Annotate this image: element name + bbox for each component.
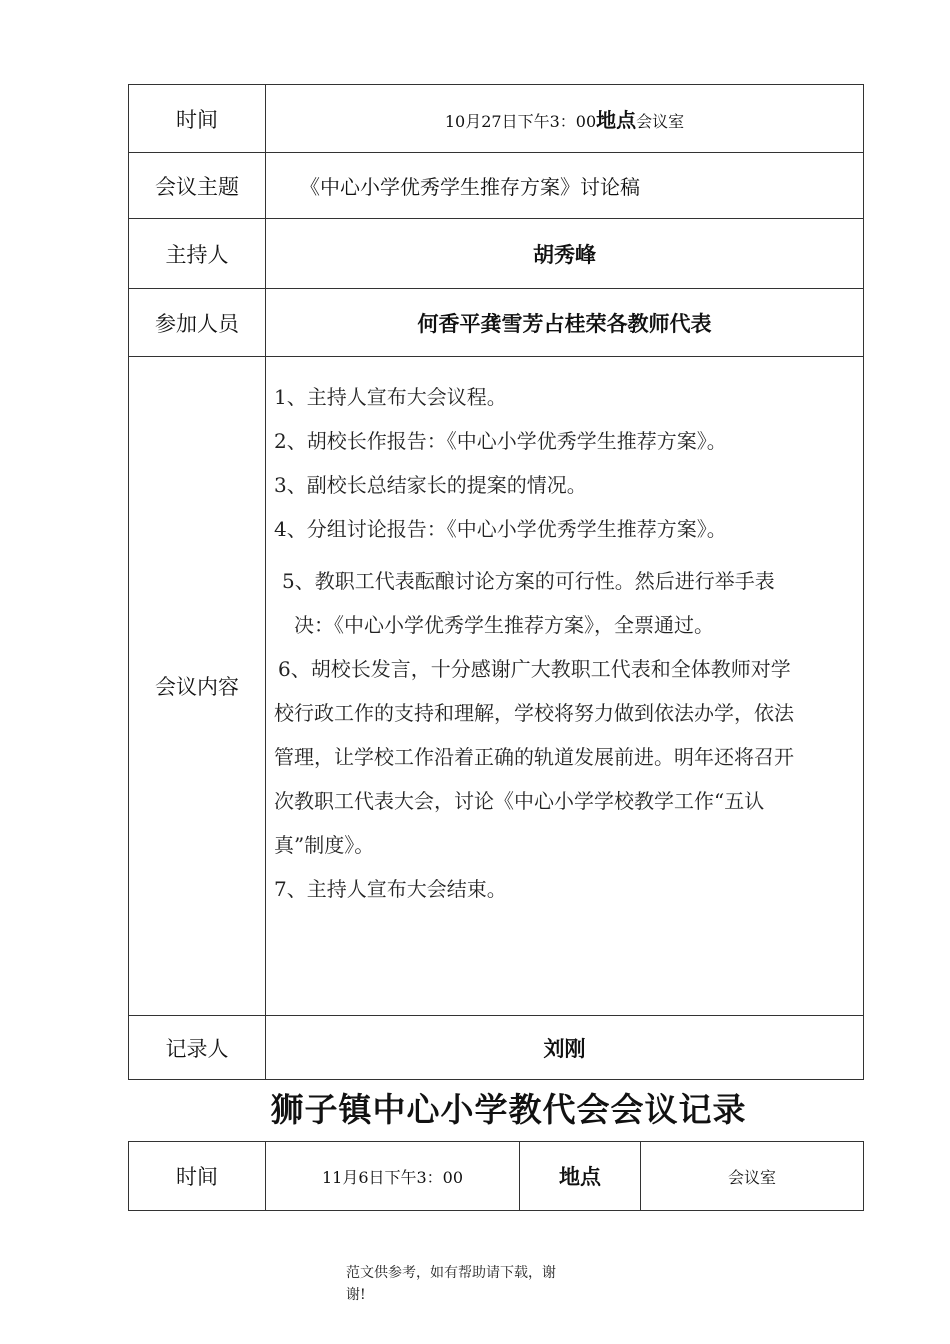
attendees-value: 何香平龚雪芳占桂荣各教师代表 bbox=[266, 289, 864, 357]
content-item: 5、教职工代表酝酿讨论方案的可行性。然后进行举手表 bbox=[282, 569, 775, 593]
row-host bbox=[129, 219, 864, 289]
content-item: 管理，让学校工作沿着正确的轨道发展前进。明年还将召开 bbox=[274, 745, 794, 769]
content-item: 决：《中心小学优秀学生推荐方案》，全票通过。 bbox=[294, 613, 714, 637]
content-item: 1、主持人宣布大会议程。 bbox=[274, 385, 507, 409]
content-label: 会议内容 bbox=[129, 357, 266, 1016]
meeting-record-table-1 bbox=[128, 84, 864, 1080]
footer-line: 谢! bbox=[346, 1287, 366, 1303]
topic-value: 《中心小学优秀学生推存方案》讨论稿 bbox=[266, 153, 864, 219]
content-cell bbox=[266, 357, 864, 1016]
footer-line: 范文供参考，如有帮助请下载，谢 bbox=[346, 1265, 556, 1281]
footer-note bbox=[346, 1262, 596, 1306]
row-topic bbox=[129, 153, 864, 219]
location-label: 地点 bbox=[520, 1142, 641, 1211]
location-value: 会议室 bbox=[636, 112, 685, 131]
time-value: 10月27日下午3：00 bbox=[444, 112, 597, 131]
content-item: 4、分组讨论报告：《中心小学优秀学生推荐方案》。 bbox=[274, 517, 727, 541]
time-label: 时间 bbox=[129, 1142, 266, 1211]
content-item: 7、主持人宣布大会结束。 bbox=[274, 877, 507, 901]
content-item: 3、副校长总结家长的提案的情况。 bbox=[274, 473, 587, 497]
row-attendees bbox=[129, 289, 864, 357]
location-label: 地点 bbox=[596, 108, 637, 132]
time-label: 时间 bbox=[129, 85, 266, 153]
time-location-cell bbox=[266, 85, 864, 153]
topic-label: 会议主题 bbox=[129, 153, 266, 219]
content-item: 6、胡校长发言，十分感谢广大教职工代表和全体教师对学 bbox=[278, 657, 791, 681]
content-item: 校行政工作的支持和理解，学校将努力做到依法办学，依法 bbox=[274, 701, 794, 725]
host-label: 主持人 bbox=[129, 219, 266, 289]
content-item: 2、胡校长作报告：《中心小学优秀学生推荐方案》。 bbox=[274, 429, 727, 453]
row-recorder bbox=[129, 1016, 864, 1080]
row-time bbox=[129, 85, 864, 153]
recorder-label: 记录人 bbox=[129, 1016, 266, 1080]
meeting-record-table-2 bbox=[128, 1141, 864, 1211]
attendees-label: 参加人员 bbox=[129, 289, 266, 357]
row-time bbox=[129, 1142, 864, 1211]
time-value: 11月6日下午3：00 bbox=[266, 1142, 520, 1211]
recorder-value: 刘刚 bbox=[266, 1016, 864, 1080]
location-value: 会议室 bbox=[641, 1142, 864, 1211]
row-content bbox=[129, 357, 864, 1016]
section-title: 狮子镇中心小学教代会会议记录 bbox=[270, 1090, 747, 1129]
host-value: 胡秀峰 bbox=[266, 219, 864, 289]
content-item: 真”制度》。 bbox=[274, 833, 375, 857]
content-item: 次教职工代表大会，讨论《中心小学学校教学工作“五认 bbox=[274, 789, 765, 813]
